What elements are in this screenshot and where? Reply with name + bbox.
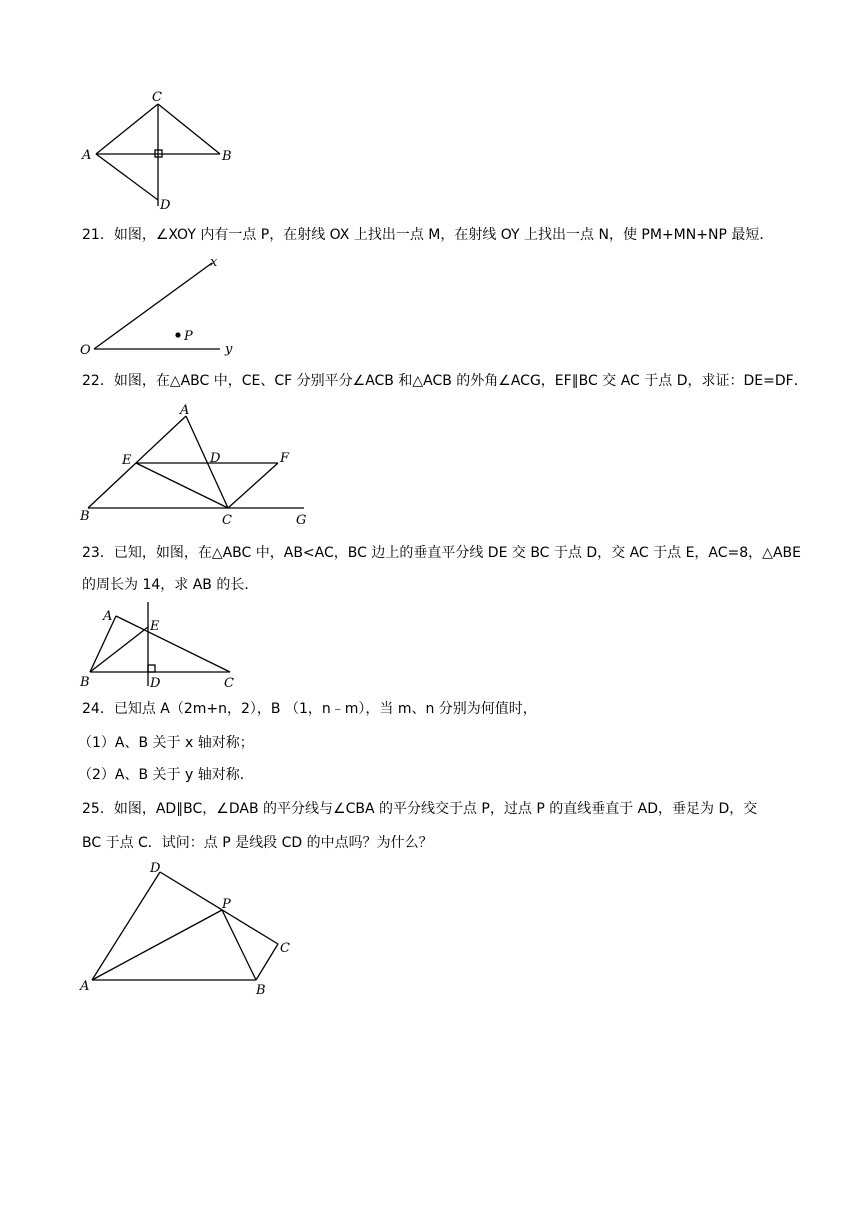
label-A: A bbox=[80, 979, 90, 994]
label-C: C bbox=[280, 941, 290, 956]
label-P: P bbox=[184, 329, 193, 344]
figure-q21-svg bbox=[78, 255, 248, 359]
label-B: B bbox=[80, 675, 90, 690]
label-B: B bbox=[222, 149, 232, 164]
question-21-text: 21．如图，∠XOY 内有一点 P，在射线 OX 上找出一点 M，在射线 OY 上找出一点 N，使 PM+MN+NP 最短． bbox=[82, 227, 774, 243]
figure-q22 bbox=[78, 400, 318, 528]
question-25-line1: 25．如图，AD∥BC，∠DAB 的平分线与∠CBA 的平分线交于点 P，过点 P 的直线垂直于 AD，垂足为 D，交 bbox=[82, 801, 758, 817]
figure-q20 bbox=[80, 88, 240, 214]
label-D: D bbox=[210, 451, 221, 466]
segment-BE bbox=[90, 627, 148, 672]
point-P bbox=[175, 332, 180, 337]
label-y: y bbox=[225, 342, 233, 357]
label-A: A bbox=[180, 403, 190, 418]
label-B: B bbox=[256, 983, 266, 998]
label-D: D bbox=[150, 676, 161, 691]
figure-q20-svg bbox=[80, 88, 240, 214]
label-D: D bbox=[160, 198, 171, 213]
label-O: O bbox=[80, 343, 91, 358]
segment-AC bbox=[96, 104, 158, 154]
label-C: C bbox=[224, 676, 234, 691]
question-23-line1: 23．已知，如图，在△ABC 中，AB<AC，BC 边上的垂直平分线 DE 交 BC 于点 D，交 AC 于点 E，AC=8，△ABE bbox=[82, 545, 801, 561]
question-22-text: 22．如图，在△ABC 中，CE、CF 分别平分∠ACB 和△ACB 的外角∠ACG，EF∥BC 交 AC 于点 D，求证：DE=DF． bbox=[82, 373, 808, 389]
ray-OX bbox=[94, 263, 212, 349]
figure-q22-svg bbox=[78, 400, 318, 528]
figure-q23-svg bbox=[78, 600, 238, 692]
segment-BA bbox=[90, 616, 116, 672]
segment-BC bbox=[256, 944, 278, 980]
label-E: E bbox=[122, 453, 132, 468]
figure-q23 bbox=[78, 600, 238, 692]
segment-AC bbox=[116, 616, 230, 672]
question-25-line2: BC 于点 C．试问：点 P 是线段 CD 的中点吗？为什么？ bbox=[82, 835, 433, 851]
label-B: B bbox=[80, 509, 90, 524]
question-23-line2: 的周长为 14，求 AB 的长． bbox=[82, 577, 259, 593]
label-D: D bbox=[150, 861, 161, 876]
right-angle-mark bbox=[148, 665, 155, 672]
segment-AD bbox=[96, 154, 158, 200]
label-A: A bbox=[103, 609, 113, 624]
label-C: C bbox=[152, 90, 162, 105]
figure-q21 bbox=[78, 255, 248, 359]
label-F: F bbox=[280, 451, 290, 466]
label-C: C bbox=[222, 513, 232, 528]
segment-BA bbox=[88, 416, 186, 508]
question-24-text: 24．已知点 A（2m+n，2），B （1，n﹣m），当 m、n 分别为何值时， bbox=[82, 701, 537, 717]
label-x: x bbox=[210, 255, 218, 270]
segment-AD bbox=[92, 872, 160, 980]
label-E: E bbox=[150, 619, 160, 634]
label-G: G bbox=[296, 513, 307, 528]
question-24-sub2: （2）A、B 关于 y 轴对称． bbox=[78, 767, 254, 783]
segment-CF bbox=[228, 463, 278, 508]
label-P: P bbox=[222, 897, 231, 912]
segment-AP bbox=[92, 910, 222, 980]
segment-EC bbox=[136, 463, 228, 508]
label-A: A bbox=[82, 148, 92, 163]
segment-CB bbox=[158, 104, 220, 154]
segment-AC bbox=[186, 416, 228, 508]
question-24-sub1: （1）A、B 关于 x 轴对称； bbox=[78, 735, 254, 751]
figure-q25 bbox=[78, 856, 298, 996]
figure-q25-svg bbox=[78, 856, 298, 996]
